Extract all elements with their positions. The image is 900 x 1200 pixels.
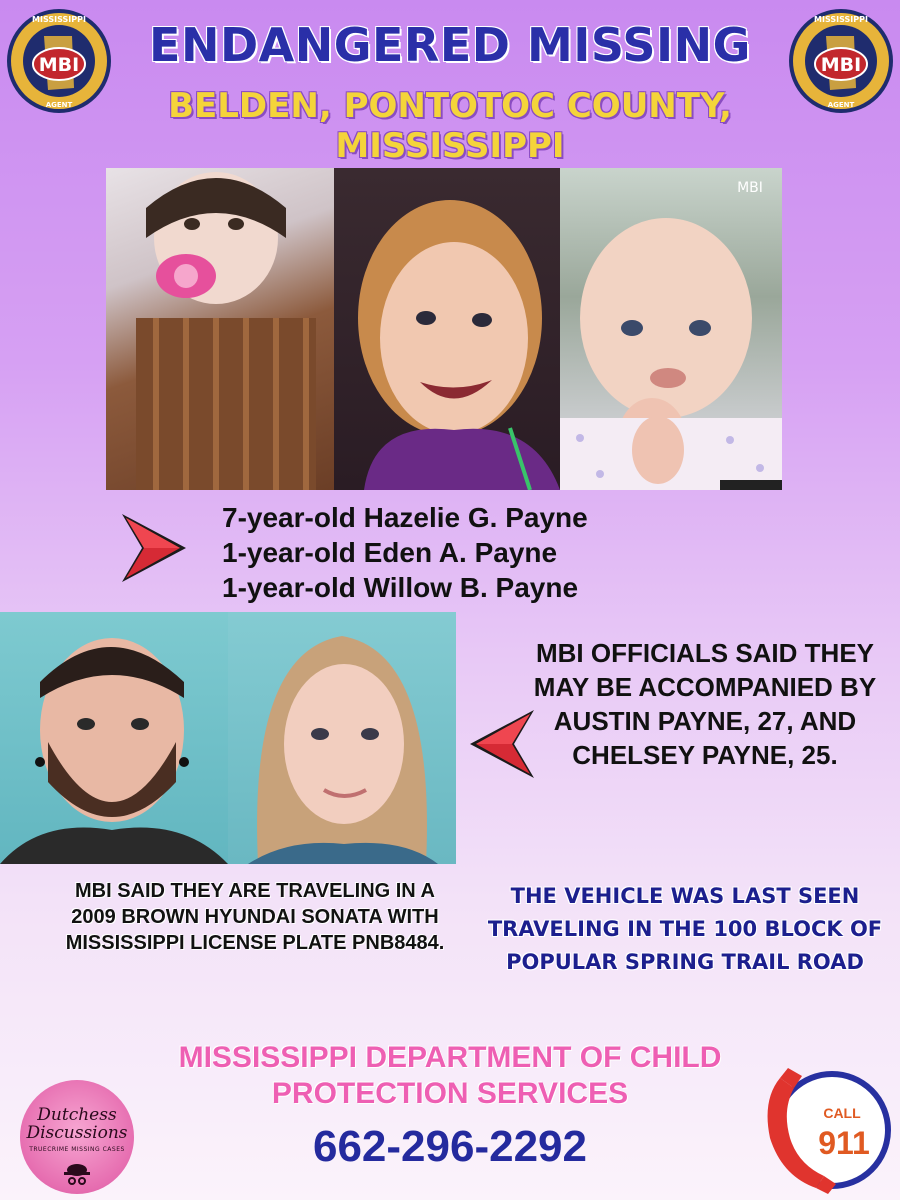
logo-script: Dutchess Discussions bbox=[26, 1105, 128, 1143]
call-label: CALL bbox=[823, 1105, 861, 1121]
child-photo-willow bbox=[560, 168, 782, 490]
child-photo-hazelie bbox=[334, 168, 560, 490]
location-subtitle: BELDEN, PONTOTOC COUNTY, MISSISSIPPI bbox=[168, 86, 732, 166]
adult-photo-austin bbox=[0, 612, 228, 864]
child-name: 7-year-old Hazelie G. Payne bbox=[222, 502, 588, 533]
accompanied-notice: MBI OFFICIALS SAID THEY MAY BE ACCOMPANIED BY AUSTIN PAYNE, 27, AND CHELSEY PAYNE, 25. bbox=[533, 638, 877, 770]
photo-watermark: MBI bbox=[737, 180, 763, 196]
call-911-icon[interactable] bbox=[758, 1060, 894, 1196]
child-name: 1-year-old Eden A. Payne bbox=[222, 537, 558, 568]
department-name: MISSISSIPPI DEPARTMENT OF CHILD PROTECTION SERVICES bbox=[178, 1041, 722, 1110]
child-photo-eden bbox=[106, 168, 334, 490]
badge-bottom-text: AGENT bbox=[45, 101, 73, 109]
mbi-badge-icon bbox=[786, 6, 896, 116]
vehicle-description: MBI SAID THEY ARE TRAVELING IN A 2009 BROWN HYUNDAI SONATA WITH MISSISSIPPI LICENSE PLATE PNB8484. bbox=[65, 880, 445, 954]
phone-number[interactable]: 662-296-2292 bbox=[312, 1122, 587, 1171]
detective-hat-icon bbox=[62, 1162, 92, 1188]
child-name: 1-year-old Willow B. Payne bbox=[222, 572, 579, 603]
logo-tagline: TRUECRIME MISSING CASES bbox=[29, 1146, 125, 1153]
call-number: 911 bbox=[818, 1125, 870, 1161]
adult-photo-chelsey bbox=[228, 612, 456, 864]
dutchess-discussions-logo bbox=[20, 1080, 134, 1194]
badge-top-text: MISSISSIPPI bbox=[32, 15, 86, 24]
badge-bottom-text: AGENT bbox=[827, 101, 855, 109]
badge-center-text: MBI bbox=[820, 54, 862, 76]
page-title: ENDANGERED MISSING bbox=[149, 18, 751, 72]
arrow-right-icon bbox=[118, 510, 190, 586]
badge-top-text: MISSISSIPPI bbox=[814, 15, 868, 24]
children-names bbox=[222, 500, 822, 605]
last-seen-location: THE VEHICLE WAS LAST SEEN TRAVELING IN THE 100 BLOCK OF POPULAR SPRING TRAIL ROAD bbox=[487, 884, 883, 974]
mbi-badge-icon bbox=[4, 6, 114, 116]
badge-center-text: MBI bbox=[38, 54, 80, 76]
